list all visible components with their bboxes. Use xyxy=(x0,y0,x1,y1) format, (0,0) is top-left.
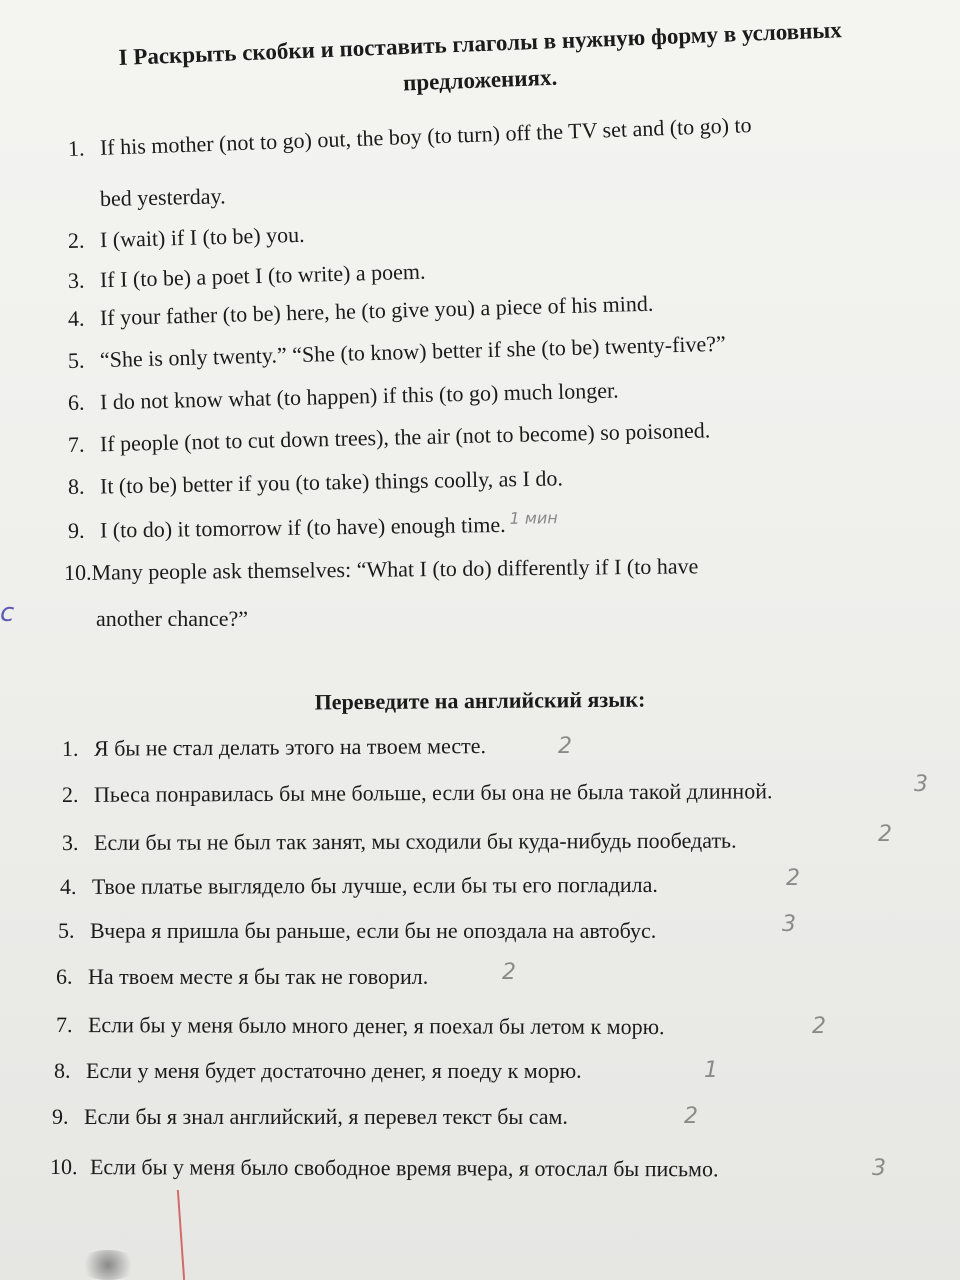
item-text: Пьеса понравилась бы мне больше, если бы она не была такой длинной. xyxy=(93,778,773,807)
handwritten-time-note: 1 мин xyxy=(509,508,558,528)
item-text: It (to be) better if you (to take) things coolly, as I do. xyxy=(99,465,564,499)
exercise1-item-5 xyxy=(68,331,726,374)
grade-mark-1: 2 xyxy=(558,734,572,759)
translation-item-1 xyxy=(62,733,486,762)
item-text: bed yesterday. xyxy=(99,183,226,211)
red-pen-stroke xyxy=(177,1190,185,1280)
handwritten-margin-mark: c xyxy=(0,598,15,628)
item-number: 10. xyxy=(63,559,92,585)
item-text: If I (to be) a poet I (to write) a poem. xyxy=(99,258,426,293)
item-text: На твоем месте я бы так не говорил. xyxy=(88,964,429,989)
exercise1-item-2 xyxy=(68,222,305,254)
translation-item-9 xyxy=(52,1104,568,1130)
exercise1-item-1 xyxy=(68,112,752,162)
exercise1-item-4 xyxy=(68,291,654,332)
exercise1-item-9 xyxy=(67,508,558,544)
grade-mark-6: 2 xyxy=(502,960,516,985)
item-number: 1. xyxy=(67,135,85,161)
translation-item-10 xyxy=(50,1154,719,1182)
grade-mark-3: 2 xyxy=(878,822,892,847)
translation-item-7 xyxy=(56,1012,665,1040)
item-number: 2. xyxy=(61,781,79,807)
item-text: I (wait) if I (to be) you. xyxy=(99,221,305,253)
item-text: Если бы ты не был так занят, мы сходили бы куда-нибудь пообедать. xyxy=(93,827,737,855)
item-text: Если бы у меня было много денег, я поехал бы летом к морю. xyxy=(87,1012,665,1040)
translation-item-2 xyxy=(62,778,773,808)
grade-mark-10: 3 xyxy=(872,1156,886,1181)
exercise1-item-3 xyxy=(68,259,426,294)
grade-mark-5: 3 xyxy=(782,912,796,937)
translation-item-5 xyxy=(58,918,656,944)
item-text: Если бы у меня было свободное время вчера, я отослал бы письмо. xyxy=(89,1154,719,1182)
translation-item-8 xyxy=(54,1058,582,1084)
section1-title-line2: предложениях. xyxy=(402,64,558,96)
translation-item-3 xyxy=(62,828,737,856)
item-text: Many people ask themselves: “What I (to do) differently if I (to have xyxy=(91,553,699,585)
exercise1-item-10-continued xyxy=(96,606,248,632)
item-number: 1. xyxy=(61,735,79,761)
translation-item-6 xyxy=(56,964,428,990)
item-number: 4. xyxy=(67,305,85,331)
item-text: If his mother (not to go) out, the boy (to turn) off the TV set and (to go) to xyxy=(99,112,752,160)
item-text: Твое платье выглядело бы лучше, если бы ты его погладила. xyxy=(91,871,658,899)
item-number: 7. xyxy=(67,431,85,457)
item-text: If your father (to be) here, he (to give you) a piece of his mind. xyxy=(99,290,654,331)
exercise1-item-1-continued xyxy=(100,183,226,212)
item-number: 8. xyxy=(67,473,85,499)
grade-mark-9: 2 xyxy=(684,1104,698,1129)
item-text: Я бы не стал делать этого на твоем месте. xyxy=(93,733,487,761)
item-number: 10. xyxy=(49,1154,78,1180)
item-number: 5. xyxy=(67,347,85,373)
item-text: another chance?” xyxy=(96,606,249,631)
exercise1-item-6 xyxy=(68,378,619,416)
exercise1-item-10 xyxy=(64,553,699,586)
item-text: Вчера я пришла бы раньше, если бы не опоздала на автобус. xyxy=(90,918,657,943)
ink-smudge xyxy=(78,1250,138,1280)
translation-item-4 xyxy=(60,872,658,900)
item-number: 6. xyxy=(67,389,85,415)
item-number: 6. xyxy=(56,964,73,989)
item-number: 7. xyxy=(55,1012,73,1038)
item-number: 5. xyxy=(58,918,75,943)
grade-mark-7: 2 xyxy=(812,1014,826,1039)
grade-mark-8: 1 xyxy=(704,1058,718,1083)
item-text: I do not know what (to happen) if this (to go) much longer. xyxy=(99,377,619,415)
item-text: “She is only twenty.” “She (to know) better if she (to be) twenty-five?” xyxy=(99,330,727,373)
item-number: 2. xyxy=(67,227,85,253)
grade-mark-4: 2 xyxy=(786,866,800,891)
item-number: 8. xyxy=(54,1058,71,1083)
item-text: Если у меня будет достаточно денег, я поеду к морю. xyxy=(86,1058,582,1083)
item-number: 3. xyxy=(61,829,79,855)
exercise1-item-7 xyxy=(68,417,711,458)
grade-mark-2: 3 xyxy=(914,772,928,797)
item-text: Если бы я знал английский, я перевел текст бы сам. xyxy=(84,1104,568,1129)
item-text: If people (not to cut down trees), the air (not to become) so poisoned. xyxy=(99,417,711,457)
section2-heading: Переведите на английский язык: xyxy=(314,686,646,715)
item-text: I (to do) it tomorrow if (to have) enough time. xyxy=(99,511,506,543)
exercise1-item-8 xyxy=(68,465,563,500)
item-number: 9. xyxy=(67,517,85,543)
item-number: 3. xyxy=(67,267,85,293)
section1-title-line1: I Раскрыть скобки и поставить глаголы в нужную форму в условных xyxy=(118,17,843,70)
item-number: 9. xyxy=(52,1104,69,1129)
item-number: 4. xyxy=(59,873,77,899)
